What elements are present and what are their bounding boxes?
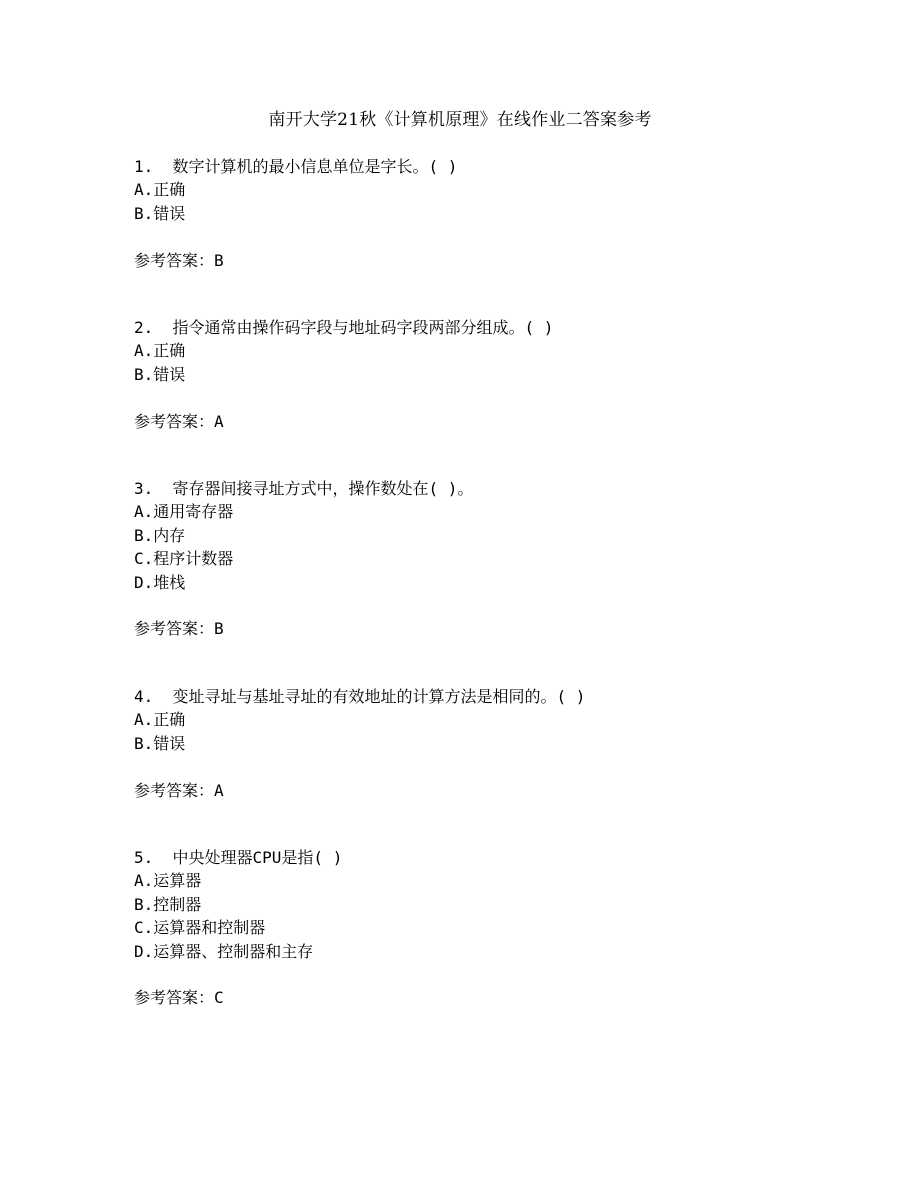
option-a: A.通用寄存器: [134, 502, 234, 522]
answer-line: 参考答案：C: [134, 988, 224, 1008]
question-item: [134, 316, 854, 477]
answer-line: 参考答案：B: [134, 250, 224, 270]
question-stem: 2. 指令通常由操作码字段与地址码字段两部分组成。( ): [134, 318, 554, 337]
question-item: [134, 685, 854, 846]
document-title: 南开大学21秋《计算机原理》在线作业二答案参考: [268, 110, 652, 130]
question-stem: 1. 数字计算机的最小信息单位是字长。( ): [134, 157, 458, 176]
question-stem: 4. 变址寻址与基址寻址的有效地址的计算方法是相同的。( ): [134, 687, 586, 706]
option-d: D.运算器、控制器和主存: [134, 941, 314, 961]
spacer: [134, 963, 854, 986]
option-a: A.正确: [134, 180, 186, 200]
option-b: B.错误: [134, 733, 186, 753]
spacer: [134, 594, 854, 617]
question-stem: 5. 中央处理器CPU是指( ): [134, 848, 343, 867]
question-stem: 3. 寄存器间接寻址方式中，操作数处在( )。: [134, 479, 474, 498]
spacer: [134, 225, 854, 248]
option-c: C.程序计数器: [134, 549, 234, 569]
option-b: B.错误: [134, 203, 186, 223]
question-item: [134, 155, 854, 316]
option-a: A.正确: [134, 341, 186, 361]
answer-line: 参考答案：A: [134, 780, 224, 800]
answer-line: 参考答案：B: [134, 619, 224, 639]
option-c: C.运算器和控制器: [134, 918, 266, 938]
option-b: B.内存: [134, 525, 186, 545]
question-item: [134, 846, 854, 1054]
question-list: [134, 155, 854, 1054]
option-a: A.正确: [134, 710, 186, 730]
option-a: A.运算器: [134, 871, 202, 891]
spacer: [134, 755, 854, 778]
option-b: B.错误: [134, 364, 186, 384]
spacer: [134, 386, 854, 409]
question-item: [134, 477, 854, 685]
answer-line: 参考答案：A: [134, 411, 224, 431]
option-d: D.堆栈: [134, 572, 186, 592]
option-b: B.控制器: [134, 894, 202, 914]
